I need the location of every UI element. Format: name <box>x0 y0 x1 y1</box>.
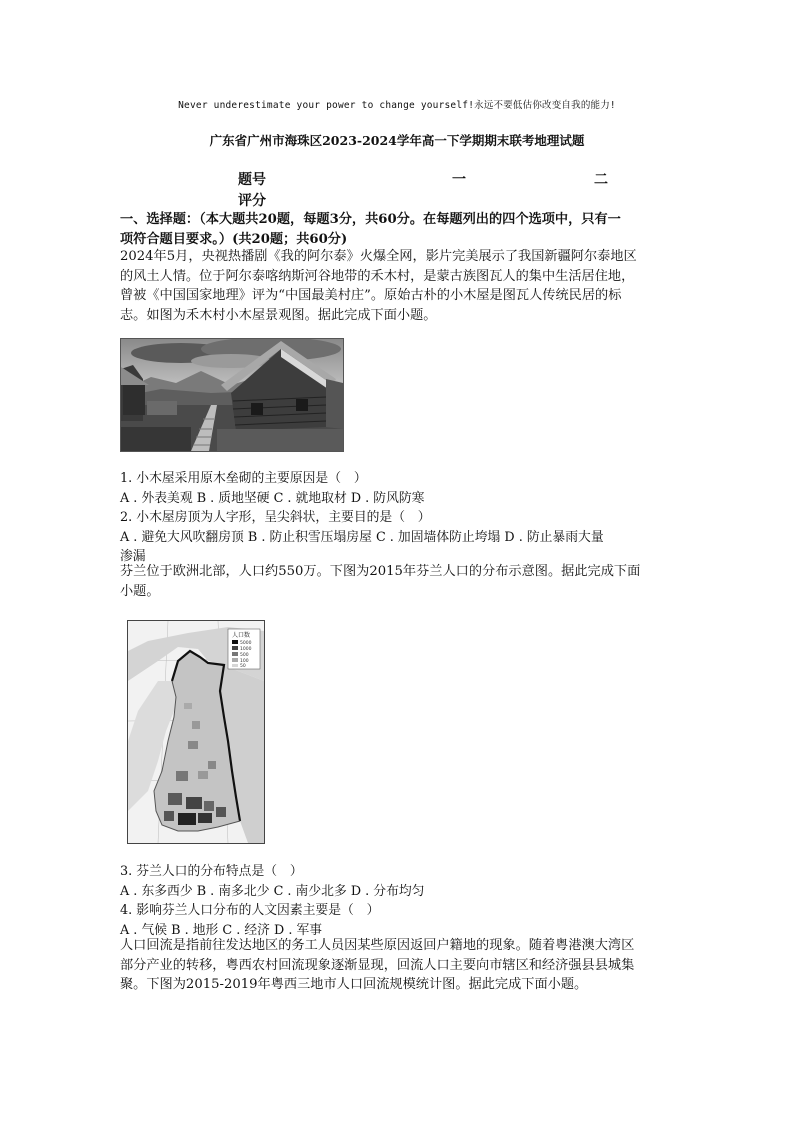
question-stem: 4. 影响芬兰人口分布的人文因素主要是（ ） <box>120 903 380 918</box>
motto-line: Never underestimate your power to change yourself!永远不要低估你改变自我的能力! <box>178 100 616 111</box>
questions-block-1 <box>120 469 680 567</box>
page-title: 广东省广州市海珠区2023-2024学年高一下学期期末联考地理试题 <box>209 133 585 148</box>
question-options: A . 避免大风吹翻房顶 B . 防止积雪压塌房屋 C . 加固墙体防止垮塌 D . 防止暴雨大量 <box>120 529 604 545</box>
legend-value: 1000 <box>240 647 252 652</box>
table-score-label: 评分 <box>238 193 266 209</box>
passage-line: 曾被《中国国家地理》评为“中国最美村庄”。原始古朴的小木屋是图瓦人传统民居的标 <box>120 288 622 304</box>
passage-line: 志。如图为禾木村小木屋景观图。据此完成下面小题。 <box>120 307 437 323</box>
legend-value: 500 <box>240 653 249 658</box>
passage-3 <box>120 936 676 995</box>
table-header-label: 题号 <box>238 172 266 188</box>
passage-line: 聚。下图为2015-2019年粤西三地市人口回流规模统计图。据此完成下面小题。 <box>120 977 588 993</box>
passage-line: 2024年5月，央视热播剧《我的阿尔泰》火爆全网，影片完美展示了我国新疆阿尔泰地区 <box>120 249 637 264</box>
passage-line: 部分产业的转移，粤西农村回流现象逐渐显现，回流人口主要向市辖区和经济强县县城集 <box>120 957 635 973</box>
question-stem: 2. 小木屋房顶为人字形，呈尖斜状，主要目的是（ ） <box>120 510 431 525</box>
passage-line: 小题。 <box>120 583 160 599</box>
section-heading-line: 一、选择题：（本大题共20题，每题3分，共60分。在每题列出的四个选项中，只有一 <box>120 212 621 227</box>
question-options: A . 东多西少 B . 南多北少 C . 南少北多 D . 分布均匀 <box>120 883 425 899</box>
question-stem: 1. 小木屋采用原木垒砌的主要原因是（ ） <box>120 471 367 486</box>
table-col-2: 二 <box>594 172 608 188</box>
table-col-1: 一 <box>452 172 466 188</box>
passage-line: 人口回流是指前往发达地区的务工人员因某些原因返回户籍地的现象。随着粤港澳大湾区 <box>120 938 635 953</box>
passage-line: 的风土人情。位于阿尔泰喀纳斯河谷地带的禾木村，是蒙古族图瓦人的集中生活居住地， <box>120 268 635 284</box>
map-legend-title: 人口数 <box>232 632 251 639</box>
finland-population-map <box>127 620 265 844</box>
question-options: 渗漏 <box>120 549 146 564</box>
section-heading <box>120 210 676 249</box>
question-options: A . 外表美观 B . 质地坚硬 C . 就地取材 D . 防风防寒 <box>120 490 425 506</box>
questions-block-2 <box>120 862 680 940</box>
legend-value: 100 <box>240 659 249 664</box>
legend-value: 50 <box>240 664 246 669</box>
section-heading-line: 项符合题目要求。）(共20题；共60分) <box>120 231 348 247</box>
legend-value: 5000 <box>240 641 252 646</box>
passage-line: 芬兰位于欧洲北部，人口约550万。下图为2015年芬兰人口的分布示意图。据此完成下面 <box>120 564 641 579</box>
question-options: A . 气候 B . 地形 C . 经济 D . 军事 <box>120 922 323 938</box>
cabin-photo <box>120 338 344 452</box>
question-stem: 3. 芬兰人口的分布特点是（ ） <box>120 864 303 879</box>
passage-1 <box>120 247 676 325</box>
passage-2 <box>120 562 676 601</box>
